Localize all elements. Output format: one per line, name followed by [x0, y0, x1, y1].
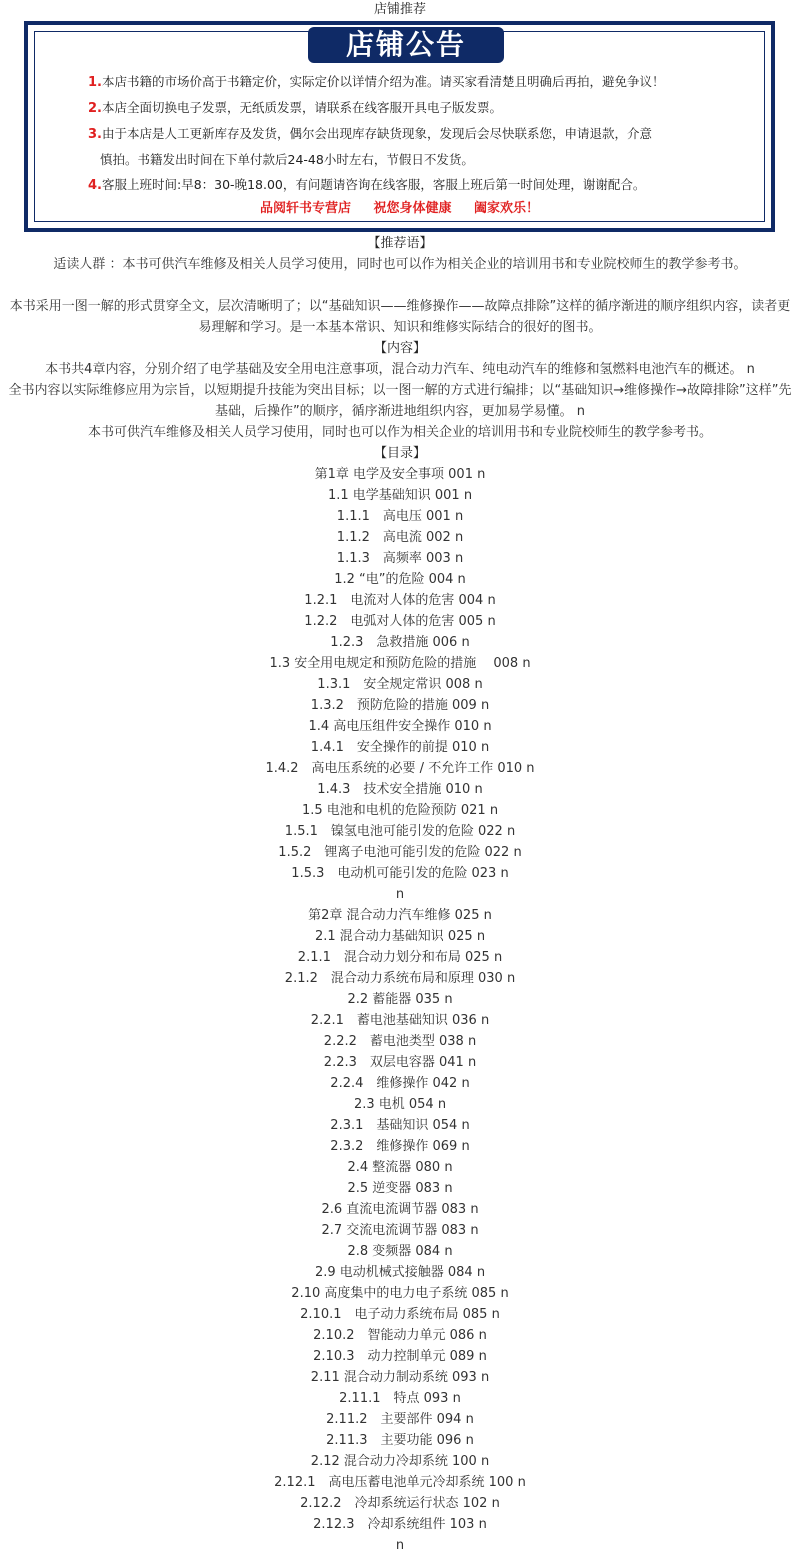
toc-entry: 2.12.3 冷却系统组件 103 n: [313, 1517, 487, 1532]
toc-entry: 2.3 电机 054 n: [353, 1097, 447, 1112]
toc-entry: 2.4 整流器 080 n: [347, 1160, 453, 1175]
toc-entry: 2.6 直流电流调节器 083 n: [321, 1202, 479, 1217]
notice-item: [88, 69, 738, 95]
toc-entry: 1.2.1 电流对人体的危害 004 n: [304, 593, 496, 608]
content-line: 本书共4章内容，分别介绍了电学基础及安全用电注意事项，混合动力汽车、纯电动汽车的维修和氢燃料电池汽车的概述。 n: [45, 362, 755, 377]
toc-entry: 1.4.3 技术安全措施 010 n: [317, 782, 483, 797]
blank-line: [0, 275, 800, 296]
toc-entry: 2.3.1 基础知识 054 n: [330, 1118, 470, 1133]
toc-entry: 1.5.1 镍氢电池可能引发的危险 022 n: [284, 824, 516, 839]
toc-entry: 2.1.2 混合动力系统布局和原理 030 n: [284, 971, 516, 986]
toc-entry: 2.10 高度集中的电力电子系统 085 n: [291, 1286, 509, 1301]
book-description: [0, 233, 800, 1556]
toc-entry: 2.8 变频器 084 n: [347, 1244, 453, 1259]
toc-entry: 1.5 电池和电机的危险预防 021 n: [301, 803, 499, 818]
toc-entry: 2.11.1 特点 093 n: [339, 1391, 461, 1406]
toc-entry: 1.3.2 预防危险的措施 009 n: [310, 698, 490, 713]
toc-entry: 1.3 安全用电规定和预防危险的措施 008 n: [269, 656, 531, 671]
toc-entry: 2.1.1 混合动力划分和布局 025 n: [297, 950, 503, 965]
toc-entry: 1.5.3 电动机可能引发的危险 023 n: [291, 866, 509, 881]
store-recommend-title: 店铺推荐: [373, 2, 426, 17]
store-notice-slogan: [28, 197, 771, 216]
notice-item-number: 1.: [88, 75, 102, 90]
toc-entry: 2.10.3 动力控制单元 089 n: [313, 1349, 487, 1364]
notice-item-text: 由于本店是人工更新库存及发货，偶尔会出现库存缺货现象，发现后会尽快联系您，申请退款，介意: [101, 126, 652, 141]
recommend-line: 本书采用一图一解的形式贯穿全文，层次清晰明了；以“基础知识——维修操作——故障点排除”这样的循序渐进的顺序组织内容，读者更易理解和学习。是一本基本常识、知识和维修实际结合的很好的图书。: [9, 299, 791, 335]
toc-entry: 2.2.4 维修操作 042 n: [330, 1076, 470, 1091]
toc-entry: 第1章 电学及安全事项 001 n: [314, 467, 486, 482]
store-notice-list: [88, 69, 738, 198]
toc-entry: 1.2.3 急救措施 006 n: [330, 635, 470, 650]
toc-entry: 1.2.2 电弧对人体的危害 005 n: [304, 614, 496, 629]
toc-entry: 2.2.1 蓄电池基础知识 036 n: [310, 1013, 490, 1028]
toc-entry: 2.7 交流电流调节器 083 n: [321, 1223, 479, 1238]
toc-entry: 1.2 “电”的危险 004 n: [334, 572, 466, 587]
notice-item-number: 4.: [88, 178, 102, 193]
content-line: 本书可供汽车维修及相关人员学习使用，同时也可以作为相关企业的培训用书和专业院校师生的教学参考书。: [87, 425, 712, 440]
notice-item: [88, 172, 738, 198]
notice-item: [88, 95, 738, 121]
notice-item-text: 客服上班时间:早8：30-晚18.00，有问题请咨询在线客服，客服上班后第一时间处理，谢谢配合。: [101, 177, 646, 192]
notice-item-number: 3.: [88, 127, 102, 142]
toc-entry: 2.12 混合动力冷却系统 100 n: [310, 1454, 490, 1469]
toc-entry: 1.1.3 高频率 003 n: [336, 551, 464, 566]
toc-entry: 1.4 高电压组件安全操作 010 n: [308, 719, 492, 734]
store-notice-panel: [24, 21, 775, 232]
toc-entry: 2.11.2 主要部件 094 n: [326, 1412, 474, 1427]
notice-item-text: 慎拍。书籍发出时间在下单付款后24-48小时左右，节假日不发货。: [100, 152, 474, 167]
toc-entry: 1.3.1 安全规定常识 008 n: [317, 677, 483, 692]
toc-entry: 2.2 蓄能器 035 n: [347, 992, 453, 1007]
notice-item-continuation: [88, 147, 738, 172]
toc-entry: 2.1 混合动力基础知识 025 n: [314, 929, 486, 944]
toc-entry: 1.5.2 锂离子电池可能引发的危险 022 n: [278, 845, 522, 860]
toc-entry: n: [395, 887, 405, 902]
notice-item-text: 本店书籍的市场价高于书籍定价，实际定价以详情介绍为准。请买家看清楚且明确后再拍，避免争议！: [101, 74, 665, 89]
toc-heading: 【目录】: [373, 446, 426, 461]
slogan-store-name: 品阅轩书专营店: [259, 201, 351, 216]
notice-item-text: 本店全面切换电子发票，无纸质发票，请联系在线客服开具电子版发票。: [101, 100, 502, 115]
toc-entry: 2.2.2 蓄电池类型 038 n: [323, 1034, 477, 1049]
content-heading: 【内容】: [373, 341, 426, 356]
toc-entry: 2.11.3 主要功能 096 n: [326, 1433, 474, 1448]
toc-entry: 2.3.2 维修操作 069 n: [330, 1139, 470, 1154]
toc-entry: 1.4.2 高电压系统的必要 / 不允许工作 010 n: [265, 761, 535, 776]
table-of-contents: [0, 464, 800, 1556]
toc-entry: 1.1.2 高电流 002 n: [336, 530, 464, 545]
toc-entry: 2.10.2 智能动力单元 086 n: [313, 1328, 487, 1343]
toc-entry: n: [395, 1538, 405, 1553]
recommend-line: 适读人群 ：本书可供汽车维修及相关人员学习使用，同时也可以作为相关企业的培训用书和专业院校师生的教学参考书。: [53, 257, 747, 272]
notice-item: [88, 121, 738, 147]
toc-entry: 1.1.1 高电压 001 n: [336, 509, 464, 524]
store-notice-banner: 店铺公告: [308, 27, 504, 63]
toc-entry: 1.1 电学基础知识 001 n: [327, 488, 473, 503]
notice-item-number: 2.: [88, 101, 102, 116]
toc-entry: 2.12.2 冷却系统运行状态 102 n: [300, 1496, 500, 1511]
content-line: 全书内容以实际维修应用为宗旨，以短期提升技能为突出目标；以一图一解的方式进行编排；以“基础知识→维修操作→故障排除”这样”先基础，后操作”的顺序，循序渐进地组织内容，更加易学易懂。 n: [8, 383, 792, 419]
toc-entry: 2.11 混合动力制动系统 093 n: [310, 1370, 490, 1385]
slogan-health: 祝您身体健康: [373, 201, 452, 216]
recommend-heading: 【推荐语】: [367, 236, 433, 251]
toc-entry: 第2章 混合动力汽车维修 025 n: [308, 908, 492, 923]
toc-entry: 2.2.3 双层电容器 041 n: [323, 1055, 477, 1070]
toc-entry: 2.12.1 高电压蓄电池单元冷却系统 100 n: [274, 1475, 526, 1490]
toc-entry: 2.10.1 电子动力系统布局 085 n: [300, 1307, 500, 1322]
toc-entry: 1.4.1 安全操作的前提 010 n: [310, 740, 490, 755]
slogan-family: 阖家欢乐！: [474, 201, 540, 216]
toc-entry: 2.5 逆变器 083 n: [347, 1181, 453, 1196]
toc-entry: 2.9 电动机械式接触器 084 n: [314, 1265, 486, 1280]
